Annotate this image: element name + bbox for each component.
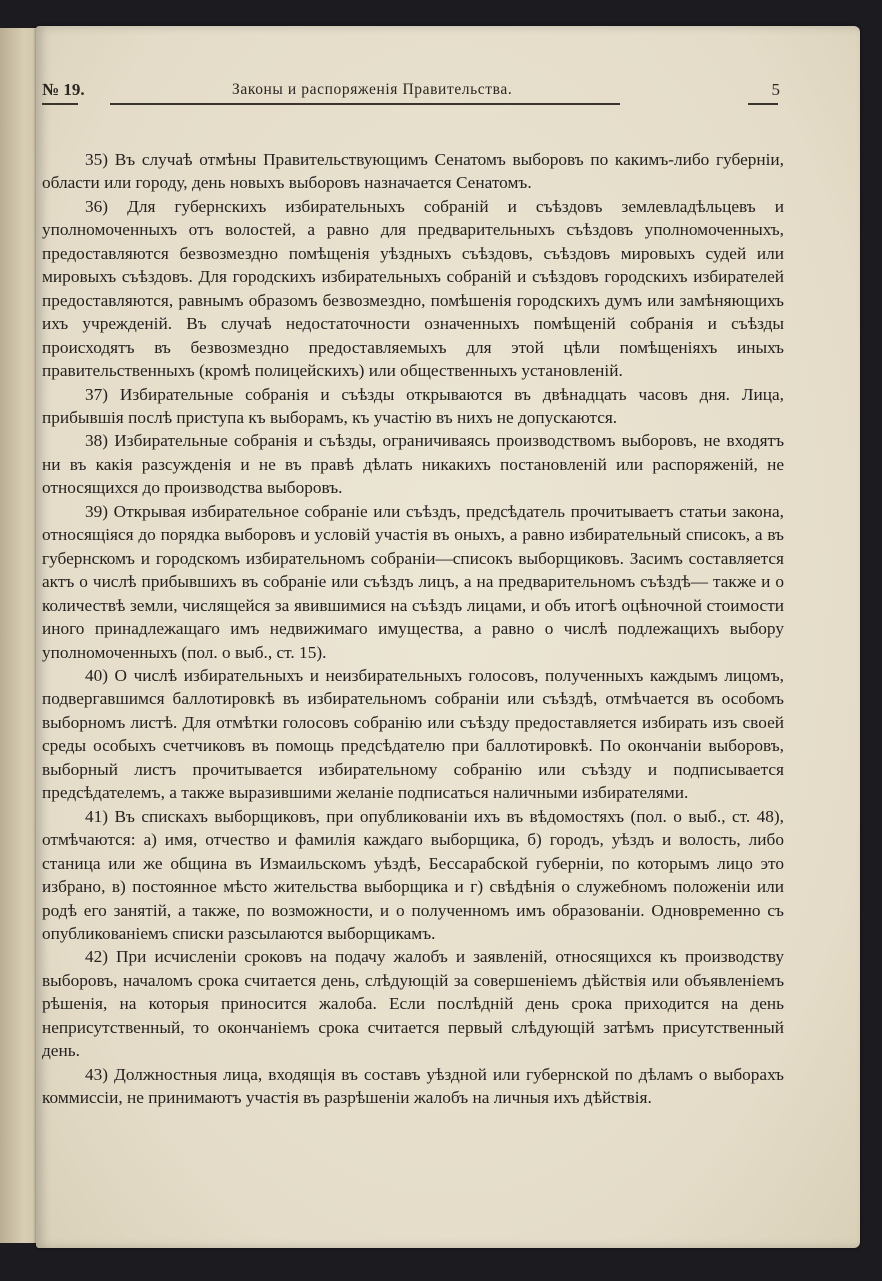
article-43: 43) Должностныя лица, входящія въ составъ уѣздной или губернской по дѣламъ о выборахъ коммиссіи, не принимаютъ участія въ разрѣшеніи жалобъ на личныя ихъ дѣйствія. (42, 1064, 784, 1108)
article-39: 39) Открывая избирательное собраніе или съѣздъ, предсѣдатель прочитываетъ статьи закона, относящіяся до порядка выборовъ и условій участія въ оныхъ, а равно избирательный списокъ, а въ губернскомъ и городскомъ избирательномъ собраніи—списокъ выборщиковъ. Засимъ составляется актъ о числѣ прибывшихъ въ собраніе или съѣздъ лицъ, а на предварительномъ съѣздѣ— также и о количествѣ земли, числящейся за явившимися на съѣздъ лицами, и объ итогѣ оцѣночной стоимости иного принадлежащаго имъ недвижимаго имущества, а равно о числѣ подлежащихъ выбору уполномоченныхъ (пол. о выб., ст. 15). (42, 501, 784, 662)
article-38: 38) Избирательные собранія и съѣзды, ограничиваясь производствомъ выборовъ, не входятъ ни въ какія разсужденія и не въ правѣ дѣлать никакихъ постановленій или распоряженій, не относящихся до производства выборовъ. (42, 431, 784, 498)
issue-number: № 19. (42, 80, 85, 99)
running-header (42, 80, 782, 102)
facing-page-edge (0, 28, 40, 1243)
page-number: 5 (771, 80, 780, 99)
article-36: 36) Для губернскихъ избирательныхъ собраній и съѣздовъ землевладѣльцевъ и уполномоченныхъ отъ волостей, а равно для предварительныхъ съѣздовъ уполномоченныхъ, предоставляются безвозмездно помѣщенія уѣздныхъ съѣздовъ, съѣздовъ мировыхъ судей или мировыхъ съѣздовъ. Для городскихъ избирательныхъ собраній и съѣздовъ городскихъ избирателей предоставляются, равнымъ образомъ безвозмездно, помѣшенія городскихъ думъ или замѣняющихъ ихъ учрежденій. Въ случаѣ недостаточности означенныхъ помѣщеній собранія и съѣзды происходятъ въ безвозмездно предоставляемыхъ для этой цѣли помѣщеніяхъ иныхъ правительственныхъ (кромѣ полицейскихъ) или общественныхъ установленій. (42, 196, 784, 381)
header-rule (110, 103, 620, 105)
header-rule (748, 103, 778, 105)
article-41: 41) Въ спискахъ выборщиковъ, при опубликованіи ихъ въ вѣдомостяхъ (пол. о выб., ст. 48), отмѣчаются: а) имя, отчество и фамилія каждаго выборщика, б) городъ, уѣздъ и волость, либо станица или же община въ Измаильскомъ уѣздѣ, Бессарабской губерніи, по которымъ лицо это избрано, в) постоянное мѣсто жительства выборщика и г) свѣдѣнія о служебномъ положеніи или родѣ его занятій, а также, по возможности, и о полученномъ имъ образованіи. Одновременно съ опубликованіемъ списки разсылаются выборщикамъ. (42, 806, 784, 943)
article-42: 42) При исчисленіи сроковъ на подачу жалобъ и заявленій, относящихся къ производству выборовъ, началомъ срока считается день, слѣдующій за совершеніемъ дѣйствія или объявленіемъ рѣшенія, на которыя приносится жалоба. Если послѣдній день срока приходится на день неприсутственный, то окончаніемъ срока считается первый слѣдующій затѣмъ присутственный день. (42, 947, 784, 1061)
body-text (42, 148, 784, 1110)
running-title: Законы и распоряженія Правительства. (232, 81, 513, 98)
header-rule (42, 103, 78, 105)
article-37: 37) Избирательные собранія и съѣзды открываются въ двѣнадцать часовъ дня. Лица, прибывшія послѣ приступа къ выборамъ, къ участію въ нихъ не допускаются. (42, 384, 784, 427)
article-40: 40) О числѣ избирательныхъ и неизбирательныхъ голосовъ, полученныхъ каждымъ лицомъ, подвергавшимся баллотировкѣ въ избирательномъ собраніи или съѣздѣ, отмѣчается въ особомъ выборномъ листѣ. Для отмѣтки голосовъ собранію или съѣзду предоставляется избирать изъ своей среды особыхъ счетчиковъ въ помощь предсѣдателю при баллотировкѣ. По окончаніи выборовъ, выборный листъ прочитывается избирательному собранію или съѣзду и подписывается предсѣдателемъ, а также выразившими желаніе подписаться наличными избирателями. (42, 665, 784, 803)
article-35: 35) Въ случаѣ отмѣны Правительствующимъ Сенатомъ выборовъ по какимъ-либо губерніи, области или городу, день новыхъ выборовъ назначается Сенатомъ. (42, 150, 784, 193)
